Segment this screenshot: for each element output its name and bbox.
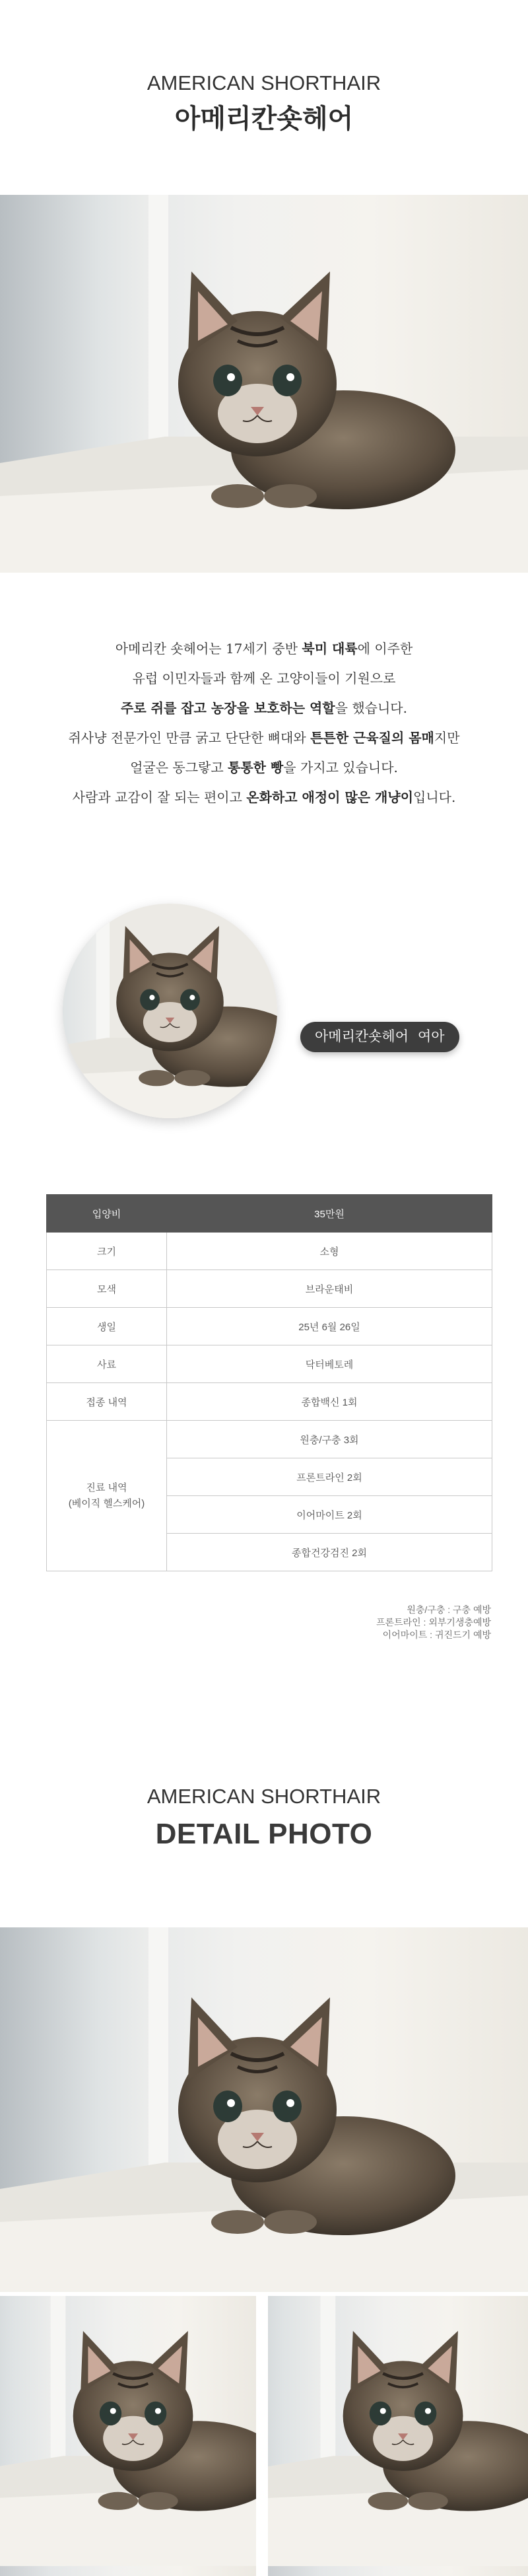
table-cell-value: 이어마이트 2회 (167, 1496, 492, 1534)
detail-photo-left (0, 2296, 256, 2576)
intro-text: 을 했습니다. (335, 700, 407, 716)
table-cell-label: 모색 (47, 1270, 167, 1308)
intro-description (0, 634, 528, 812)
care-label-line1: 진료 내역 (86, 1482, 127, 1493)
detail-title-big: DETAIL PHOTO (155, 1818, 373, 1850)
intro-text: 지만 (434, 730, 460, 746)
care-label-line2: (베이직 헬스케어) (68, 1497, 145, 1509)
table-cell-label: 생일 (47, 1308, 167, 1345)
detail-photo-right (268, 2296, 528, 2576)
table-cell-label: 사료 (47, 1345, 167, 1383)
intro-line (0, 664, 528, 694)
intro-line (0, 694, 528, 723)
kitten-photo-icon (268, 2296, 528, 2576)
table-cell-value: 25년 6월 26일 (167, 1308, 492, 1345)
kitten-photo-icon (0, 195, 528, 573)
profile-sex: 여아 (418, 1029, 445, 1044)
table-row (47, 1270, 492, 1308)
kitten-photo-icon (0, 1927, 528, 2292)
intro-emphasis: 북미 대륙 (302, 641, 358, 657)
intro-line (0, 723, 528, 753)
table-row (47, 1308, 492, 1345)
adoption-info-table (46, 1194, 492, 1571)
intro-text: 아메리칸 숏헤어는 17세기 중반 (115, 641, 302, 657)
table-cell-value: 원충/구충 3회 (167, 1421, 492, 1458)
table-cell-value: 종합백신 1회 (167, 1383, 492, 1421)
intro-text: 에 이주한 (357, 641, 413, 657)
table-cell-value: 프론트라인 2회 (167, 1458, 492, 1496)
footnote: 원충/구충 : 구충 예방 (407, 1604, 491, 1615)
table-cell-label: 입양비 (47, 1195, 167, 1233)
table-cell-value: 브라운태비 (167, 1270, 492, 1308)
intro-line (0, 783, 528, 812)
intro-emphasis: 주로 쥐를 잡고 농장을 보호하는 역할 (121, 700, 335, 716)
footnote: 프론트라인 : 외부기생충예방 (376, 1617, 491, 1628)
main-kitten-photo (0, 195, 528, 573)
kitten-photo-icon (0, 2296, 256, 2576)
intro-text: 입니다. (413, 789, 456, 805)
intro-text: 사람과 교감이 잘 되는 편이고 (72, 789, 247, 805)
intro-text: 을 가지고 있습니다. (283, 760, 398, 775)
table-row (47, 1421, 492, 1458)
detail-photo-large (0, 1927, 528, 2292)
table-row (47, 1233, 492, 1270)
detail-title-en: AMERICAN SHORTHAIR (147, 1785, 381, 1808)
table-row (47, 1345, 492, 1383)
table-cell-value: 닥터베토레 (167, 1345, 492, 1383)
table-cell-value: 소형 (167, 1233, 492, 1270)
table-cell-care-label (47, 1421, 167, 1571)
table-cell-value: 종합건강검진 2회 (167, 1534, 492, 1571)
table-cell-value: 35만원 (167, 1195, 492, 1233)
footnote: 이어마이트 : 귀진드기 예방 (382, 1629, 491, 1640)
profile-round-photo (63, 904, 277, 1118)
intro-emphasis: 튼튼한 근육질의 몸매 (310, 730, 434, 746)
table-cell-label: 접종 내역 (47, 1383, 167, 1421)
intro-text: 유럽 이민자들과 함께 온 고양이들이 기원으로 (132, 670, 396, 686)
intro-emphasis: 통통한 빵 (228, 760, 284, 775)
detail-title-block (0, 1785, 528, 1851)
intro-text: 얼굴은 동그랗고 (130, 760, 228, 775)
intro-line (0, 753, 528, 783)
header-title-ko: 아메리칸숏헤어 (174, 104, 354, 133)
profile-name-badge (300, 1022, 459, 1052)
header-title-block (0, 71, 528, 135)
table-row (47, 1383, 492, 1421)
table-row (47, 1195, 492, 1233)
intro-emphasis: 온화하고 애정이 많은 개냥이 (246, 789, 414, 805)
kitten-photo-icon (63, 904, 277, 1118)
intro-text: 쥐사냥 전문가인 만큼 굵고 단단한 뼈대와 (68, 730, 311, 746)
table-cell-label: 크기 (47, 1233, 167, 1270)
header-title-en: AMERICAN SHORTHAIR (147, 71, 381, 94)
table-footnotes (376, 1604, 491, 1641)
profile-breed: 아메리칸숏헤어 (315, 1029, 409, 1044)
intro-line (0, 634, 528, 664)
